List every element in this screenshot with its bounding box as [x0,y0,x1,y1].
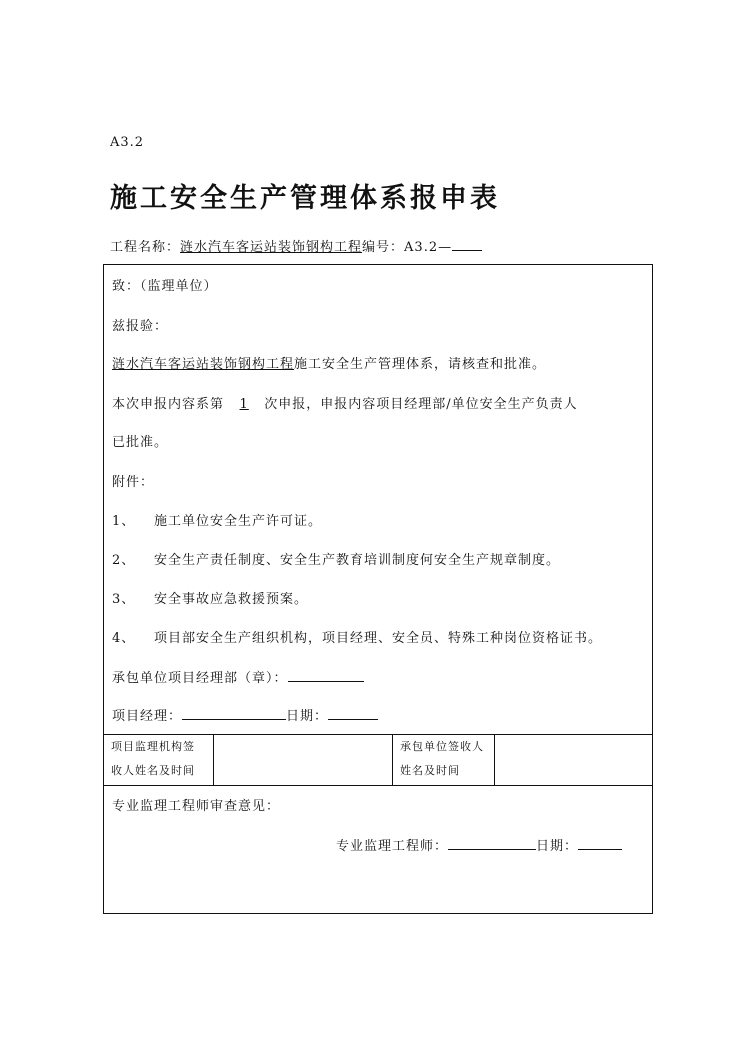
project-line [110,236,482,255]
form-code: A3.2 [110,135,145,150]
to-line: 致：（监理单位） [112,279,218,294]
review-date-label: 日期： [536,839,579,854]
times-suffix: 次申报，申报内容项目经理部/单位安全生产负责人 [264,397,578,412]
attachment-num: 4、 [112,631,136,646]
page-title: 施工安全生产管理体系报申表 [110,183,500,214]
request-project: 涟水汽车客运站装饰钢构工程 [112,357,295,372]
times-line [112,393,578,412]
number-blank[interactable] [452,237,482,251]
contractor-sign-label [393,735,494,785]
attachment-item [112,549,560,568]
engineer-label: 专业监理工程师： [336,839,449,854]
attachment-item [112,510,322,529]
approved-line: 已批准。 [112,435,169,450]
times-value[interactable]: 1 [239,397,249,412]
contractor-seal-blank[interactable] [288,668,364,682]
attachment-text: 项目部安全生产组织机构，项目经理、安全员、特殊工种岗位资格证书。 [154,631,603,646]
contractor-sign-field[interactable] [495,735,652,785]
supervision-line2: 收人姓名及时间 [111,764,195,777]
attachment-text: 施工单位安全生产许可证。 [154,514,323,529]
supervision-sign-label [104,735,213,785]
pm-label: 项目经理： [112,709,183,724]
request-rest: 施工安全生产管理体系，请核查和批准。 [294,357,547,372]
attachment-item [112,627,602,646]
supervision-sign-field[interactable] [214,735,392,785]
review-opinion-label: 专业监理工程师审查意见： [112,799,281,814]
contractor-seal-label: 承包单位项目经理部（章）： [112,671,288,686]
attachment-num: 2、 [112,553,136,568]
form-frame [103,264,653,914]
engineer-blank[interactable] [448,836,536,850]
project-label: 工程名称： [110,240,181,255]
pm-date-blank[interactable] [328,706,378,720]
contractor-line1: 承包单位签收人 [400,740,484,753]
contractor-line2: 姓名及时间 [400,764,460,777]
project-name: 涟水汽车客运站装饰钢构工程 [180,240,363,255]
pm-date-label: 日期： [286,709,329,724]
attachment-num: 3、 [112,592,136,607]
number-label: 编号：A3.2— [362,240,453,255]
attachment-item [112,588,308,607]
attachment-num: 1、 [112,514,136,529]
signoff-row [104,734,652,786]
supervision-line1: 项目监理机构签 [111,740,195,753]
pm-line [112,705,378,724]
contractor-seal-line [112,667,364,686]
times-prefix: 本次申报内容系第 [112,397,225,412]
engineer-line [336,835,622,854]
request-line [112,353,546,372]
attachment-text: 安全事故应急救援预案。 [154,592,309,607]
attachment-text: 安全生产责任制度、安全生产教育培训制度何安全生产规章制度。 [154,553,561,568]
pm-blank[interactable] [182,706,286,720]
review-date-blank[interactable] [578,836,622,850]
attachments-label: 附件： [112,475,155,490]
submit-line: 兹报验： [112,319,169,334]
